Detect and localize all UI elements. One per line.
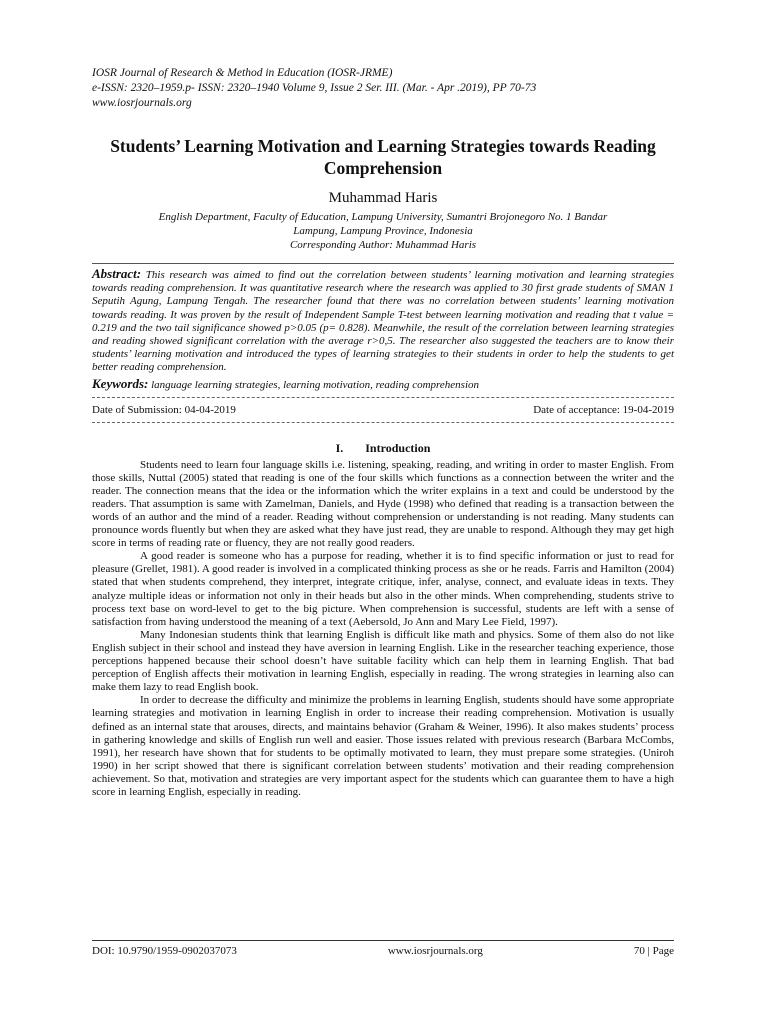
footer-website: www.iosrjournals.org	[387, 945, 483, 957]
submission-date: Date of Submission: 04-04-2019	[92, 403, 236, 416]
author-name: Muhammad Haris	[328, 190, 438, 206]
affiliation-line-1: English Department, Faculty of Education, Lampung University, Sumantri Brojonegoro No. 1 Bandar	[158, 211, 608, 223]
keywords	[92, 376, 674, 393]
keywords-text: language learning strategies, learning motivation, reading comprehension	[151, 378, 480, 391]
section-number: I.	[335, 440, 344, 455]
journal-website: www.iosrjournals.org	[92, 97, 192, 109]
corresponding-author: Corresponding Author: Muhammad Haris	[289, 239, 477, 251]
abstract-label: Abstract:	[92, 266, 142, 281]
affiliation-line-2: Lampung, Lampung Province, Indonesia	[293, 225, 473, 237]
divider-bottom	[92, 422, 674, 423]
section-heading	[92, 441, 674, 456]
paragraph: In order to decrease the difficulty and minimize the problems in learning English, students should have some appropriate learning strategies and motivation in learning English in order to increase their reading comprehension. Motivation is usually defined as an internal state that arouses, directs, and maintains behavior (Graham & Weiner, 1996). It also makes students’ process in gathering knowledge and skills of English run well and easier. Those issues related with previous research (Barbara McCombs, 1991), her research have shown that for students to be optimally motivated to learn, they must prepare some strategies. (Uniroh 1990) in her script showed that there is significant correlation between students’ motivation and their reading comprehension achievement. So that, motivation and strategies are very important aspect for the students which can guarantee them to have a high score in learning English, especially in reading.	[92, 694, 674, 798]
divider-top	[92, 397, 674, 398]
introduction-body	[92, 459, 674, 799]
journal-issn: e-ISSN: 2320–1959.p- ISSN: 2320–1940 Volume 9, Issue 2 Ser. III. (Mar. - Apr .2019), PP 70-73	[92, 82, 537, 94]
acceptance-date: Date of acceptance: 19-04-2019	[533, 403, 674, 416]
paragraph: Many Indonesian students think that learning English is difficult like math and physics. Some of them also do not like English subject in their school and instead they have aversion in learning English. Like in the researcher teaching experience, those perceptions happened because their school doesn’t have suitable facility which can help them in learning English. That bad perception of English affects their motivation in learning English, especially in reading. The wrong strategies in learning also can make them lazy to read English book.	[92, 628, 674, 694]
journal-header	[92, 66, 674, 111]
journal-name: IOSR Journal of Research & Method in Education (IOSR-JRME)	[92, 67, 393, 79]
dates-row	[92, 403, 674, 418]
footer-doi: DOI: 10.9790/1959-0902037073	[92, 945, 237, 957]
footer-page-number: 70 | Page	[633, 945, 674, 957]
article-title: Students’ Learning Motivation and Learning Strategies towards Reading Comprehension	[110, 136, 656, 178]
page-footer	[92, 940, 674, 958]
paragraph: Students need to learn four language skills i.e. listening, speaking, reading, and writing in order to master English. From those skills, Nuttal (2005) stated that reading is one of the four skills which functions as a connection between the writer and the reader. The connection means that the idea or the information which the writer explains in a text and could be understood by the readers. That assumption is same with Zamelman, Daniels, and Hyde (1998) who defined that reading is a transaction between the words of an author and the mind of a reader. Reading without comprehension or understanding is not reading. Many students can pronounce words fluently but when they are asked what they have just read, they are unable to respond. Although they may get high score in terms of reading rate or fluency, they are not really good readers.	[92, 458, 674, 550]
paper-page	[92, 66, 674, 799]
keywords-label: Keywords:	[92, 375, 149, 391]
paragraph: A good reader is someone who has a purpose for reading, whether it is to find specific information or just to read for pleasure (Grellet, 1981). A good reader is involved in a complicated thinking process as she or he reads. Farris and Hamilton (2004) stated that when students comprehend, they interpret, integrate critique, infer, analyse, connect, and evaluate ideas in texts. They analyze multiple ideas or information not only in their heads but also in the other minds. When comprehending, students strive to process text base on word-level to get to the big picture. When comprehension is successful, students are left with a sense of satisfaction from having understood the meaning of a text (Aebersold, Jo Ann and Mary Lee Field, 1997).	[92, 550, 674, 628]
affiliation	[92, 210, 674, 252]
section-title: Introduction	[365, 440, 431, 455]
abstract-text: This research was aimed to find out the correlation between students’ learning motivation and learning strategies towards reading comprehension. It was quantitative research where the research was applied to 30 first grade students of SMAN 1 Seputih Agung, Lampung Tengah. The researcher found that there was no correlation between students’ learning motivation towards reading. It was proven by the result of Independent Sample T-test between learning motivation and reading that t value = 0.219 and the two tail significance showed p>0.05 (p= 0.828). Meanwhile, the result of the correlation between learning strategies and reading showed significant correlation with the average r>0,5. The researcher also suggested the teachers are to know their students’ learning motivation and introduced the types of learning strategies to their students in order to help the students to get better reading comprehension.	[92, 269, 675, 374]
abstract	[92, 263, 674, 375]
